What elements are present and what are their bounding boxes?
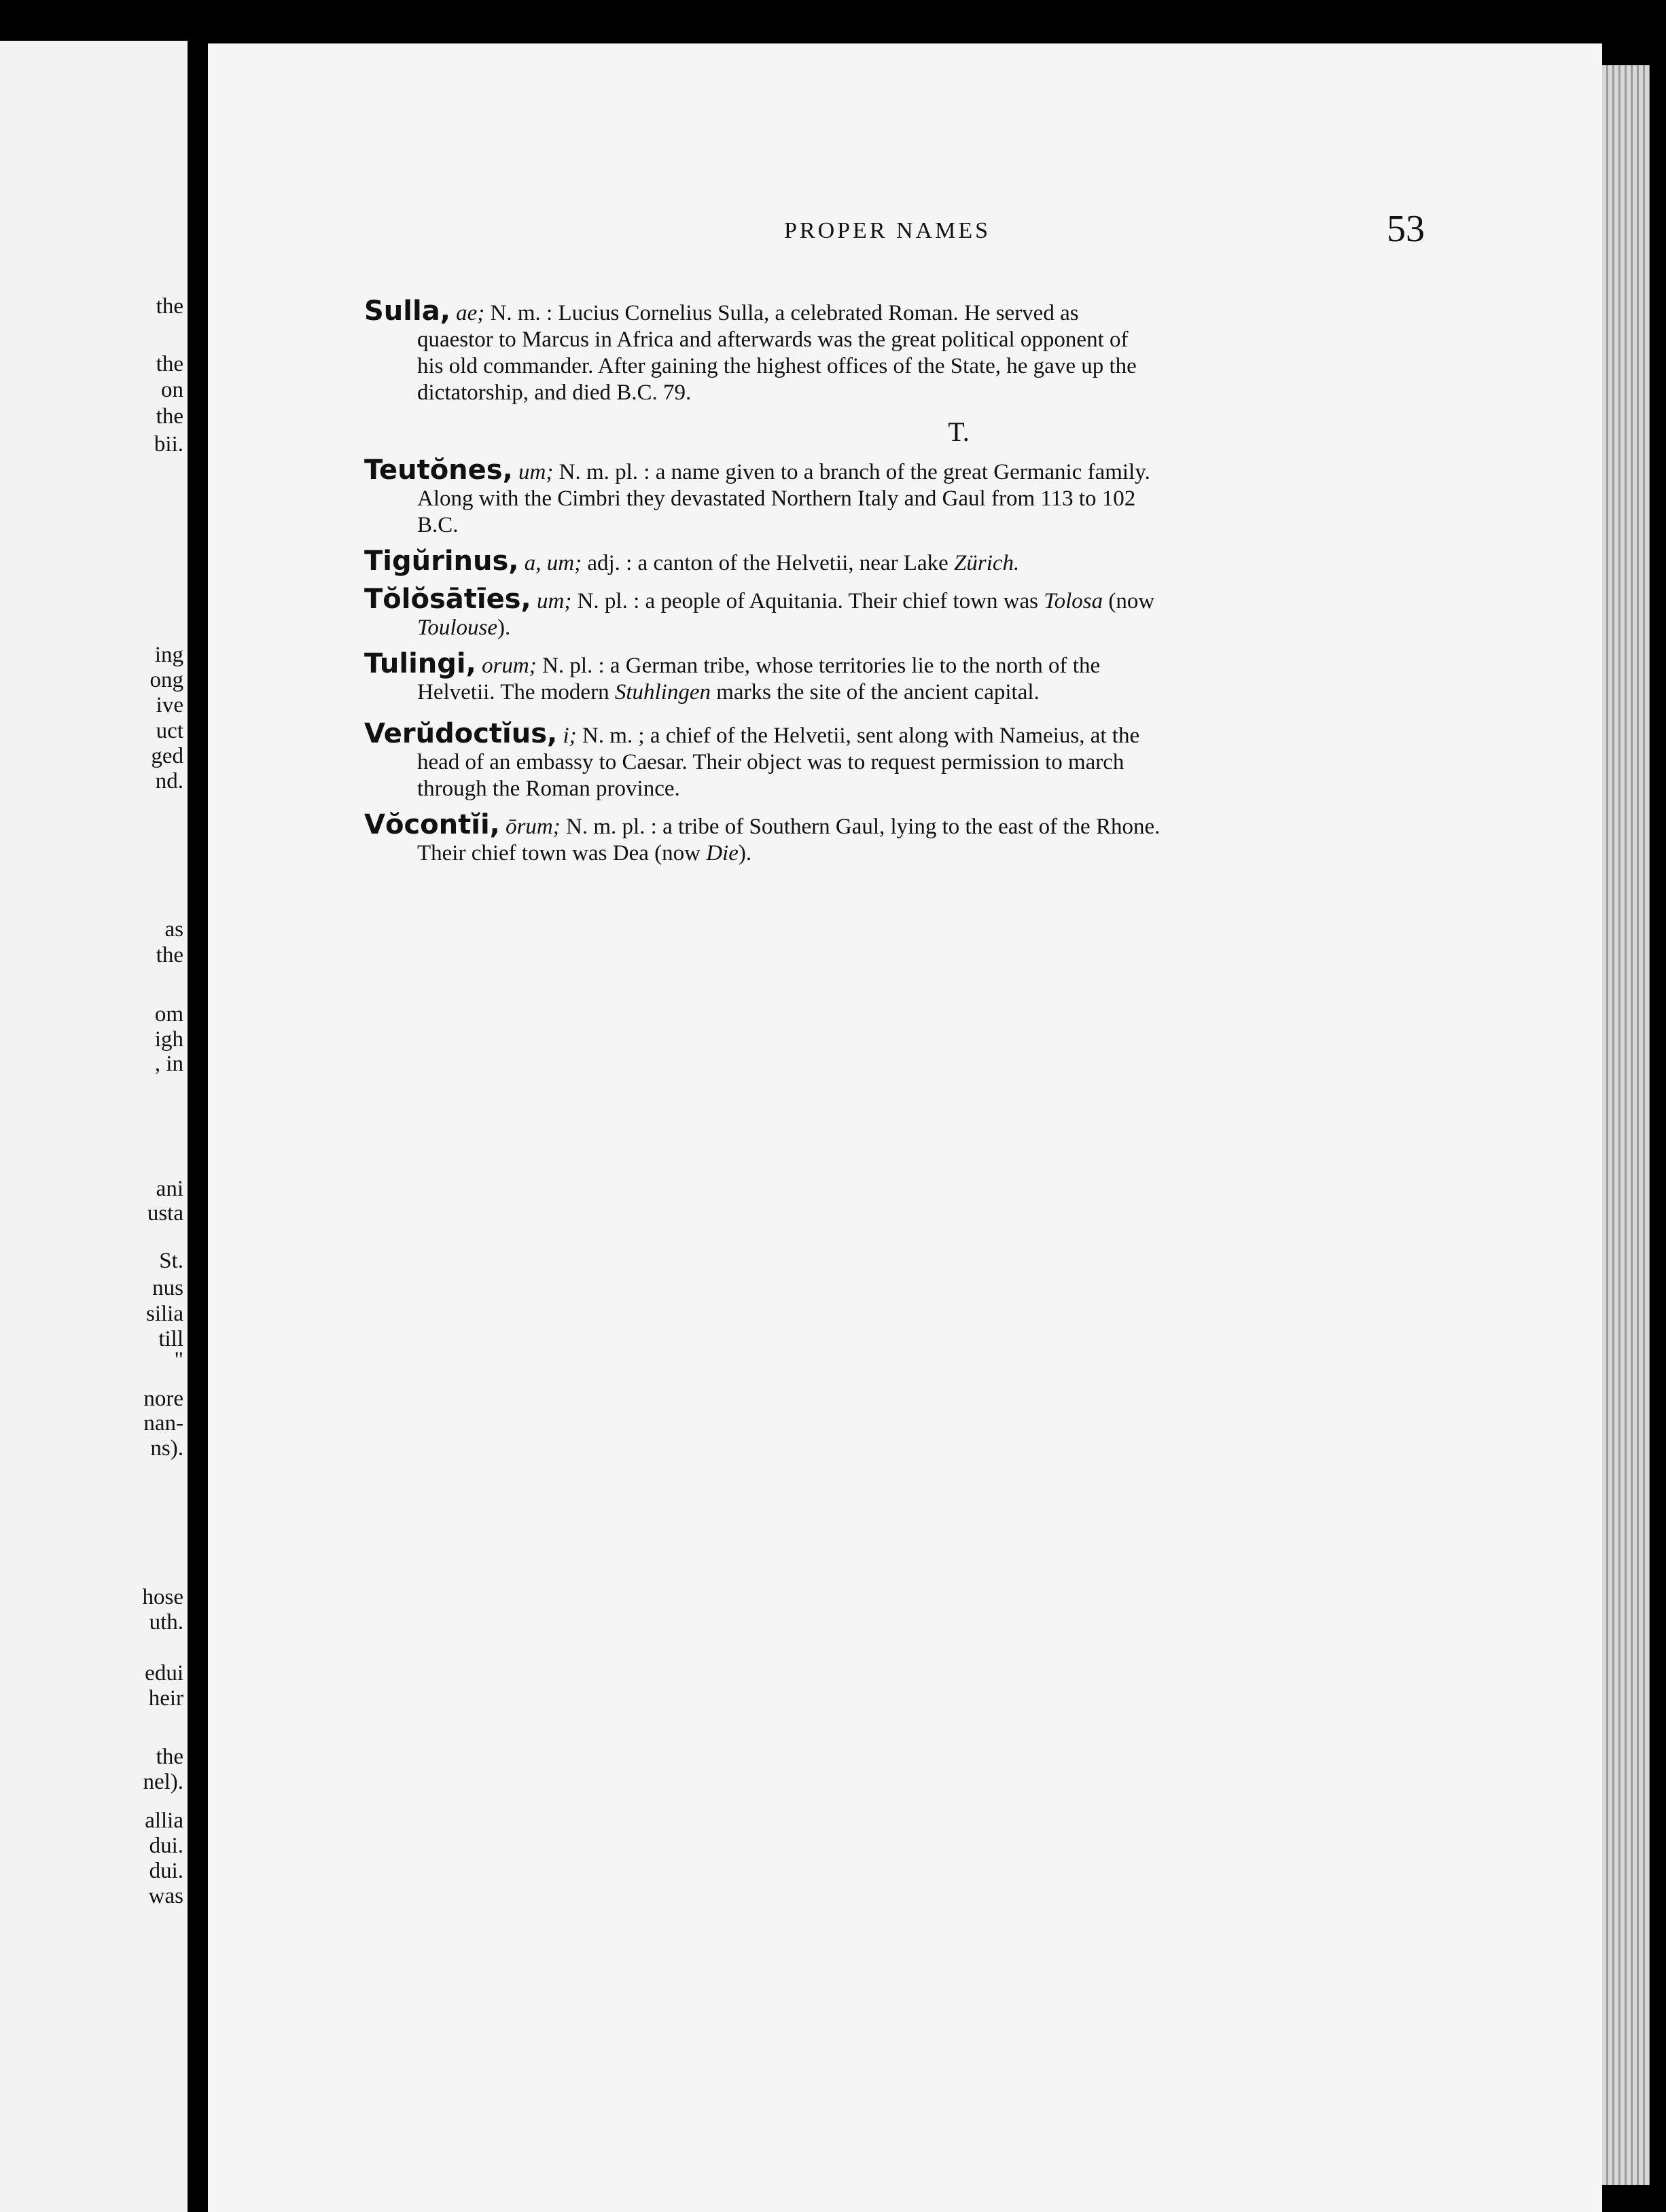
left-fragment: dui. [149, 1834, 183, 1858]
grammar-note: ōrum; [506, 815, 561, 839]
left-fragment: uth. [149, 1610, 183, 1635]
definition-text: N. pl. : a German tribe, whose territories lie to the north of the [542, 654, 1101, 678]
glossary-entry-tigurinus [364, 548, 1642, 577]
left-fragment: ong [149, 668, 183, 692]
glossary-entries [364, 298, 1642, 876]
grammar-note: ae; [456, 301, 485, 325]
left-fragment: the [156, 943, 183, 967]
left-fragment: was [148, 1884, 183, 1908]
left-fragment: St. [159, 1249, 183, 1273]
left-facing-page [0, 41, 188, 2212]
page-edges [1602, 65, 1650, 2185]
glossary-entry-tolosaties [364, 586, 1642, 641]
left-fragment: usta [147, 1201, 183, 1226]
definition-italic: Die [706, 841, 739, 866]
left-fragment: ns). [150, 1436, 183, 1461]
glossary-entry-teutones [364, 454, 1642, 539]
left-fragment: the [156, 1745, 183, 1769]
grammar-note: um; [518, 460, 554, 484]
definition-line: head of an embassy to Caesar. Their object was to request permission to march [417, 750, 1124, 774]
definition-text: N. m. ; a chief of the Helvetii, sent along with Nameius, at the [582, 724, 1140, 748]
page-number: 53 [1387, 208, 1425, 250]
left-fragment: till [158, 1327, 183, 1351]
left-fragment: edui [145, 1661, 183, 1685]
left-fragment: nus [152, 1276, 183, 1300]
definition-text: marks the site of the ancient capital. [716, 680, 1040, 704]
book-gutter [188, 34, 208, 2212]
definition-italic: Toulouse [417, 616, 497, 640]
definition-line: dictatorship, and died B.C. 79. [417, 380, 692, 405]
left-fragment: hose [142, 1585, 183, 1609]
headword: Verŭdoctĭus, [364, 718, 558, 749]
headword: Teutŏnes, [364, 454, 513, 486]
left-fragment: nd. [155, 769, 183, 793]
left-fragment: nore [143, 1387, 183, 1411]
definition-italic: Zürich. [954, 551, 1020, 575]
definition-text: N. m. pl. : a name given to a branch of the great Germanic family. [559, 460, 1150, 484]
left-fragment: the [156, 294, 183, 319]
left-fragment: the [156, 404, 183, 429]
headword: Sulla, [364, 296, 450, 327]
definition-text: Their chief town was Dea (now [417, 841, 701, 866]
definition-text: adj. : a canton of the Helvetii, near Lake [587, 551, 949, 575]
grammar-note: a, um; [524, 551, 582, 575]
grammar-note: orum; [482, 654, 537, 678]
glossary-entry-vocontii [364, 809, 1642, 867]
glossary-entry-verudoctius [364, 718, 1642, 802]
left-fragment: allia [145, 1808, 183, 1833]
definition-italic: Tolosa [1044, 589, 1103, 613]
left-fragment: nan- [143, 1411, 183, 1435]
running-head: PROPER NAMES [784, 218, 991, 243]
definition-text: ). [497, 616, 511, 640]
left-fragment: igh [154, 1027, 183, 1052]
headword: Tulingi, [364, 648, 476, 679]
left-fragment: on [161, 378, 183, 402]
left-fragment: ing [154, 643, 183, 667]
left-fragment: heir [148, 1686, 183, 1711]
left-fragment: nel). [143, 1770, 183, 1794]
grammar-note: um; [536, 589, 572, 613]
section-letter: T. [948, 416, 970, 447]
left-fragment: as [164, 917, 183, 942]
definition-text: N. m. : Lucius Cornelius Sulla, a celebrated Roman. He served as [490, 301, 1079, 325]
definition-line: through the Roman province. [417, 777, 680, 801]
glossary-entry-tulingi [364, 648, 1642, 706]
left-fragment: dui. [149, 1859, 183, 1883]
left-fragment: " [174, 1348, 183, 1372]
definition-text: N. m. pl. : a tribe of Southern Gaul, lying to the east of the Rhone. [566, 815, 1160, 839]
left-fragment: silia [146, 1302, 183, 1326]
definition-text: N. pl. : a people of Aquitania. Their chief town was [577, 589, 1039, 613]
page-header [208, 203, 1602, 250]
definition-italic: Stuhlingen [614, 680, 711, 704]
definition-text: (now [1108, 589, 1155, 613]
headword: Vŏcontĭi, [364, 809, 500, 840]
left-fragment: the [156, 352, 183, 376]
glossary-entry-sulla [364, 298, 1642, 406]
definition-text: Helvetii. The modern [417, 680, 609, 704]
right-page [208, 43, 1602, 2212]
left-fragment: ive [156, 693, 183, 717]
headword: Tŏlŏsātīes, [364, 584, 531, 615]
definition-line: B.C. [417, 513, 459, 537]
definition-line: his old commander. After gaining the highest offices of the State, he gave up the [417, 354, 1137, 378]
left-fragment: bii. [154, 432, 183, 457]
definition-line: Along with the Cimbri they devastated Northern Italy and Gaul from 113 to 102 [417, 486, 1136, 511]
grammar-note: i; [563, 724, 577, 748]
left-fragment: om [154, 1002, 183, 1027]
headword: Tigŭrinus, [364, 546, 519, 577]
definition-line: quaestor to Marcus in Africa and afterwards was the great political opponent of [417, 327, 1129, 352]
definition-text: ). [738, 841, 752, 866]
left-fragment: ani [156, 1177, 183, 1201]
left-fragment: , in [154, 1052, 183, 1076]
left-fragment: uct [156, 719, 183, 743]
left-fragment: ged [151, 744, 183, 768]
